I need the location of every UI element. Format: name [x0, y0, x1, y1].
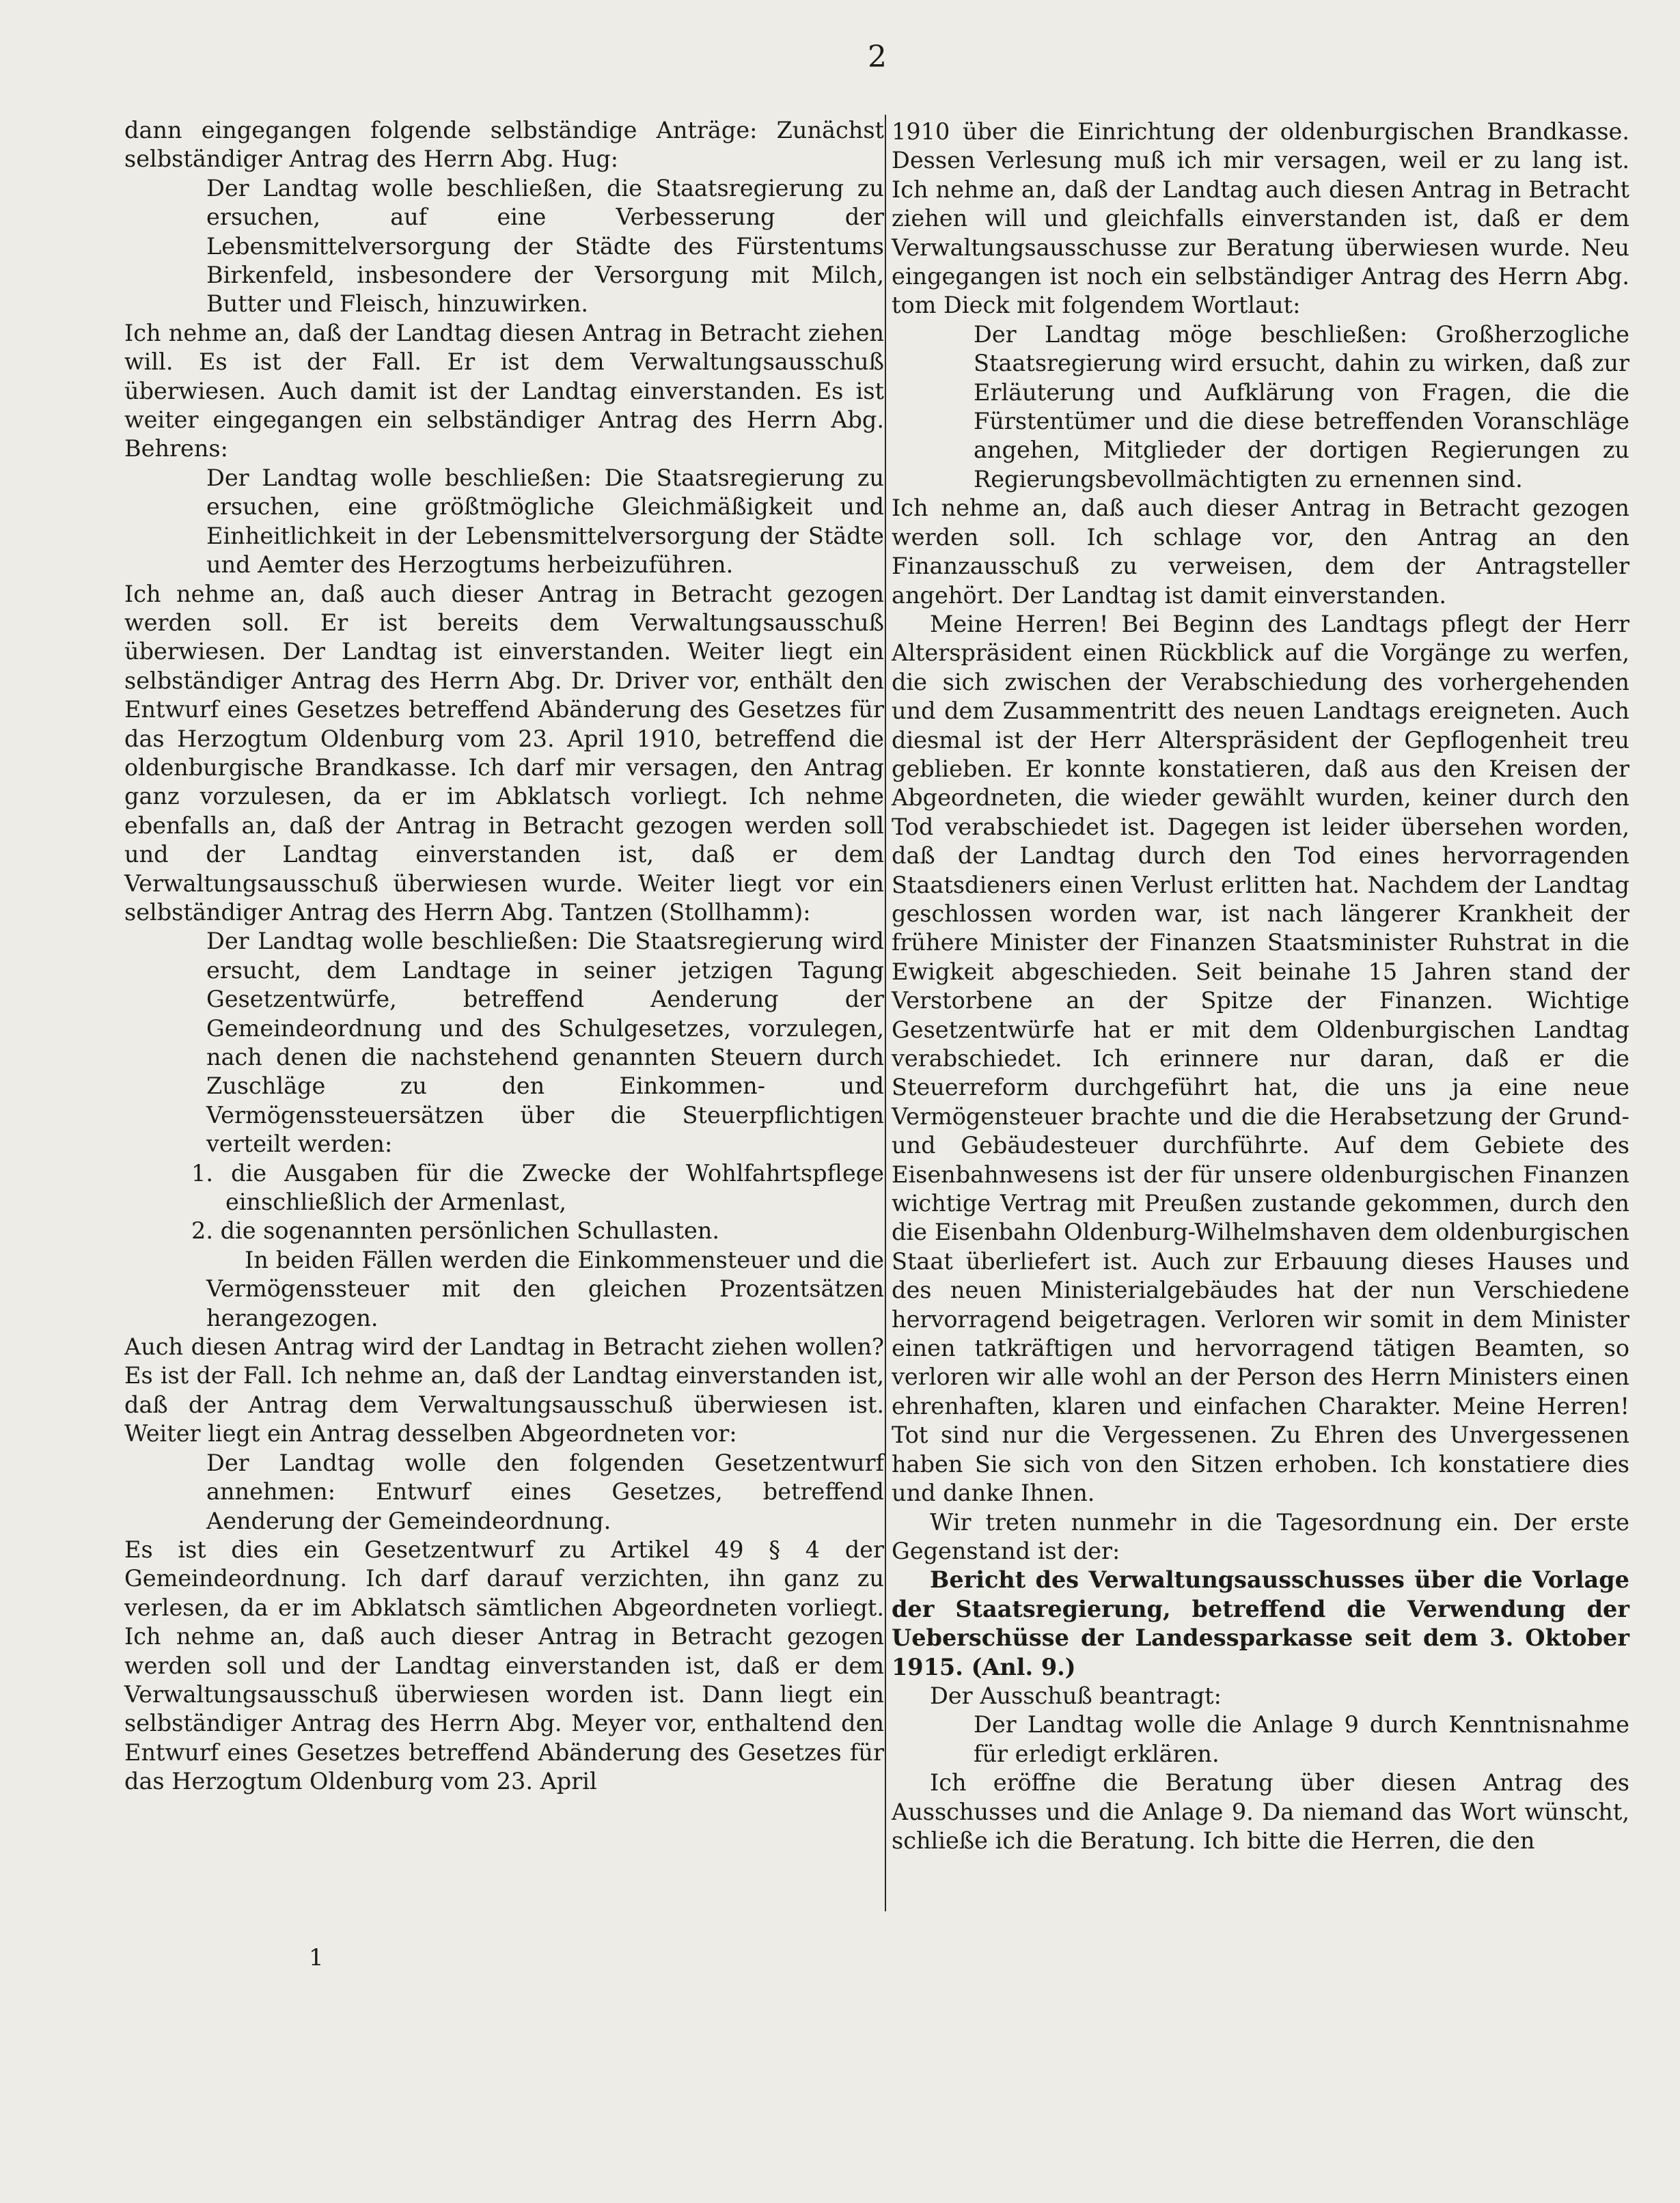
quoted-motion: In beiden Fällen werden die Einkommensteuer und die Vermögenssteuer mit den gleichen Prozentsätzen herangezogen.: [206, 1246, 884, 1331]
list-item: 1. die Ausgaben für die Zwecke der Wohlfahrtspflege einschließlich der Armenlast,: [191, 1159, 884, 1216]
paragraph: Ich nehme an, daß der Landtag diesen Antrag in Betracht ziehen will. Es ist der Fall. Er ist dem Verwaltungsausschuß überwiesen. Auch damit ist der Landtag einverstanden. Es ist weiter eingegangen ein selbständiger Antrag des Herrn Abg. Behrens:: [124, 319, 884, 462]
paragraph: Es ist dies ein Gesetzentwurf zu Artikel 49 § 4 der Gemeindeordnung. Ich darf darauf verzichten, ihn ganz zu verlesen, da er im Abklatsch sämtlichen Abgeordneten vorliegt. Ich nehme an, daß auch dieser Antrag in Betracht gezogen werden soll und der Landtag einverstanden ist, daß er dem Verwaltungsausschuß überwiesen worden ist. Dann liegt ein selbständiger Antrag des Herrn Abg. Meyer vor, enthaltend den Entwurf eines Gesetzes betreffend Abänderung des Gesetzes für das Herzogtum Oldenburg vom 23. April: [124, 1536, 884, 1795]
agenda-item-heading: Bericht des Verwaltungsausschusses über die Vorlage der Staatsregierung, betreffend die Verwendung der Ueberschüsse der Landessparkasse seit dem 3. Oktober 1915. (Anl. 9.): [892, 1566, 1629, 1680]
paragraph: Meine Herren! Bei Beginn des Landtags pflegt der Herr Alterspräsident einen Rückblick auf die Vorgänge zu werfen, die sich zwischen der Verabschiedung des vorhergehenden und dem Zusammentritt des neuen Landtags ereigneten. Auch diesmal ist der Herr Alterspräsident der Gepflogenheit treu geblieben. Er konnte konstatieren, daß aus den Kreisen der Abgeordneten, die wieder gewählt wurden, keiner durch den Tod verabschiedet ist. Dagegen ist leider übersehen worden, daß der Landtag durch den Tod eines hervorragenden Staatsdieners einen Verlust erlitten hat. Nachdem der Landtag geschlossen worden war, ist nach längerer Krankheit der frühere Minister der Finanzen Staatsminister Ruhstrat in die Ewigkeit abgeschieden. Seit beinahe 15 Jahren stand der Verstorbene an der Spitze der Finanzen. Wichtige Gesetzentwürfe hat er mit dem Oldenburgischen Landtag verabschiedet. Ich erinnere nur daran, daß er die Steuerreform durchgeführt hat, die uns ja eine neue Vermögensteuer brachte und die die Herabsetzung der Grund- und Gebäudesteuer durchführte. Auf dem Gebiete des Eisenbahnwesens ist der für unsere oldenburgischen Finanzen wichtige Vertrag mit Preußen zustande gekommen, durch den die Eisenbahn Oldenburg-Wilhelmshaven dem oldenburgischen Staat überliefert ist. Auch zur Erbauung dieses Hauses und des neuen Ministerialgebäudes hat der nun Verschiedene hervorragend beigetragen. Verloren wir somit in dem Minister einen tatkräftigen und hervorragend tätigen Beamten, so verloren wir alle wohl an der Person des Herrn Ministers einen ehrenhaften, klaren und einfachen Charakter. Meine Herren! Tot sind nur die Vergessenen. Zu Ehren des Unvergessenen haben Sie sich von den Sitzen erhoben. Ich konstatiere dies und danke Ihnen.: [892, 610, 1629, 1507]
left-column: [124, 116, 884, 1797]
quoted-motion: Der Landtag wolle beschließen, die Staatsregierung zu ersuchen, auf eine Verbesserung der Lebensmittelversorgung der Städte des Fürstentums Birkenfeld, insbesondere der Versorgung mit Milch, Butter und Fleisch, hinzuwirken.: [206, 174, 884, 318]
paragraph: dann eingegangen folgende selbständige Anträge: Zunächst selbständiger Antrag des Herrn Abg. Hug:: [124, 117, 884, 173]
paragraph: 1910 über die Einrichtung der oldenburgischen Brandkasse. Dessen Verlesung muß ich mir versagen, weil er zu lang ist. Ich nehme an, daß der Landtag auch diesen Antrag in Betracht ziehen will und gleichfalls einverstanden ist, daß er dem Verwaltungsausschusse zur Beratung überwiesen wurde. Neu eingegangen ist noch ein selbständiger Antrag des Herrn Abg. tom Dieck mit folgendem Wortlaut:: [892, 118, 1629, 319]
paragraph: Wir treten nunmehr in die Tagesordnung ein. Der erste Gegenstand ist der:: [892, 1508, 1629, 1564]
column-divider: [885, 115, 886, 1911]
footer-mark: 1: [309, 1944, 324, 1971]
paragraph: Auch diesen Antrag wird der Landtag in Betracht ziehen wollen? Es ist der Fall. Ich nehme an, daß der Landtag einverstanden ist, daß der Antrag dem Verwaltungsausschuß überwiesen ist. Weiter liegt ein Antrag desselben Abgeordneten vor:: [124, 1333, 884, 1447]
paragraph: Ich eröffne die Beratung über diesen Antrag des Ausschusses und die Anlage 9. Da niemand das Wort wünscht, schließe ich die Beratung. Ich bitte die Herren, die den: [892, 1769, 1629, 1854]
quoted-motion: Der Landtag wolle beschließen: Die Staatsregierung zu ersuchen, eine größtmögliche Gleichmäßigkeit und Einheitlichkeit in der Lebensmittelversorgung der Städte und Aemter des Herzogtums herbeizuführen.: [206, 464, 884, 579]
quoted-motion: Der Landtag wolle den folgenden Gesetzentwurf annehmen: Entwurf eines Gesetzes, betreffend Aenderung der Gemeindeordnung.: [206, 1449, 884, 1534]
page-number: 2: [868, 40, 887, 74]
list-item: 2. die sogenannten persönlichen Schullasten.: [191, 1217, 720, 1245]
paragraph: Ich nehme an, daß auch dieser Antrag in Betracht gezogen werden soll. Er ist bereits dem Verwaltungsausschuß überwiesen. Der Landtag ist einverstanden. Weiter liegt ein selbständiger Antrag des Herrn Abg. Dr. Driver vor, enthält den Entwurf eines Gesetzes betreffend Abänderung des Gesetzes für das Herzogtum Oldenburg vom 23. April 1910, betreffend die oldenburgische Brandkasse. Ich darf mir versagen, den Antrag ganz vorzulesen, da er im Abklatsch vorliegt. Ich nehme ebenfalls an, daß der Antrag in Betracht gezogen werden soll und der Landtag einverstanden ist, daß er dem Verwaltungsausschuß überwiesen wurde. Weiter liegt vor ein selbständiger Antrag des Herrn Abg. Tantzen (Stollhamm):: [124, 580, 884, 926]
quoted-motion: Der Landtag möge beschließen: Großherzogliche Staatsregierung wird ersucht, dahin zu wirken, daß zur Erläuterung und Aufklärung von Fragen, die die Fürstentümer und die diese betreffenden Voranschläge angehen, Mitglieder der dortigen Regierungen zu Regierungsbevollmächtigten zu ernennen sind.: [974, 320, 1629, 493]
right-column: [892, 117, 1629, 1855]
paragraph: Ich nehme an, daß auch dieser Antrag in Betracht gezogen werden soll. Ich schlage vor, den Antrag an den Finanzausschuß zu verweisen, dem der Antragsteller angehört. Der Landtag ist damit einverstanden.: [892, 495, 1629, 609]
quoted-motion: Der Landtag wolle beschließen: Die Staatsregierung wird ersucht, dem Landtage in seiner jetzigen Tagung Gesetzentwürfe, betreffend Aenderung der Gemeindeordnung und des Schulgesetzes, vorzulegen, nach denen die nachstehend genannten Steuern durch Zuschläge zu den Einkommen- und Vermögenssteuersätzen über die Steuerpflichtigen verteilt werden:: [206, 928, 884, 1158]
quoted-motion: Der Landtag wolle die Anlage 9 durch Kenntnisnahme für erledigt erklären.: [974, 1711, 1629, 1767]
paragraph: Der Ausschuß beantragt:: [930, 1682, 1222, 1709]
